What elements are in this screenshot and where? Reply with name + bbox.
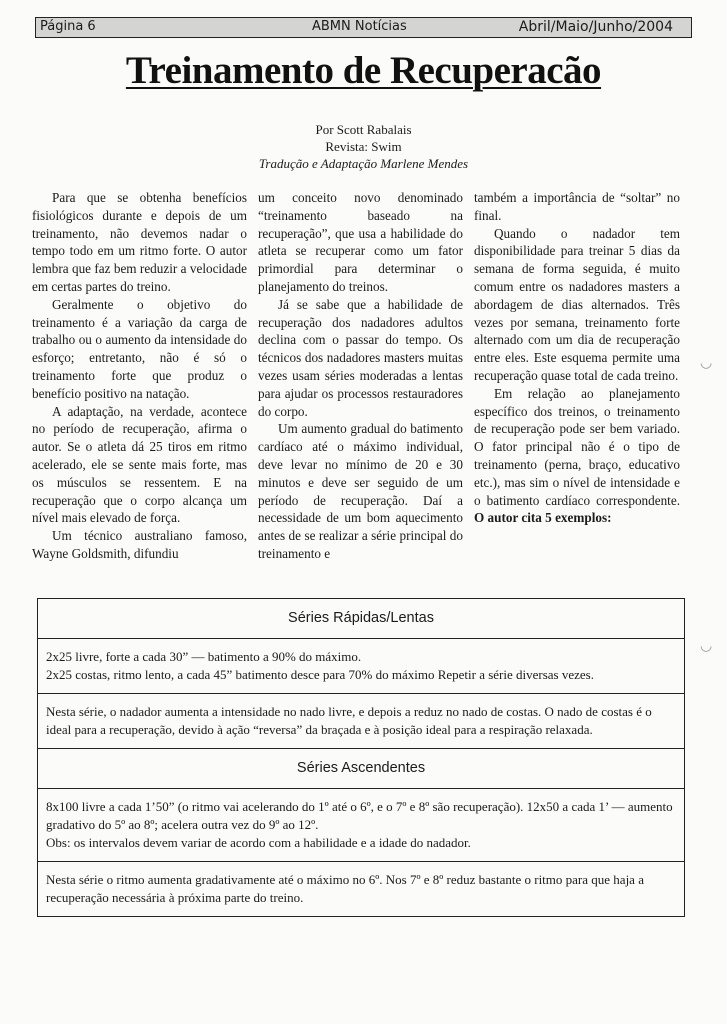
paragraph: Um técnico australiano famoso, Wayne Goldsmith, difundiu — [32, 528, 247, 561]
training-series-table — [37, 598, 685, 917]
issue-date: Abril/Maio/Junho/2004 — [518, 19, 673, 35]
paragraph: Já se sabe que a habilidade de recuperação dos nadadores adultos declina com o passar do tempo. Os técnicos dos nadadores masters muitas vezes usam séries moderadas a lentas para ajudar os processos restauradores do corpo. — [258, 296, 463, 419]
series-line: 8x100 livre a cada 1’50” (o ritmo vai acelerando do 1º até o 6º, e o 7º e 8º são recuperação). 12x50 a cada 1’ — aumento gradativo do 5º ao 8º; acelera outra vez do 9º ao 12º. — [46, 799, 673, 832]
series-description — [38, 638, 684, 693]
author-line: Por Scott Rabalais — [315, 122, 412, 137]
source-line: Revista: Swim — [325, 139, 402, 154]
series-line: 2x25 costas, ritmo lento, a cada 45” batimento desce para 70% do máximo Repetir a série diversas vezes. — [46, 667, 594, 682]
translation-line: Tradução e Adaptação Marlene Mendes — [258, 156, 469, 171]
series-line: Obs: os intervalos devem variar de acordo com a habilidade e a idade do nadador. — [46, 835, 471, 850]
series-line: 2x25 livre, forte a cada 30” — batimento a 90% do máximo. — [46, 649, 362, 664]
text-column-1 — [32, 189, 247, 563]
paragraph: um conceito novo denominado “treinamento baseado na recuperação”, que usa a habilidade do atleta se recuperar como um fator primordial para determinar o planejamento do treinos. — [258, 190, 463, 294]
section-title: Séries Ascendentes — [38, 748, 684, 788]
publication-name: ABMN Notícias — [312, 19, 407, 34]
paragraph: Em relação ao planejamento específico dos treinos, o treinamento de recuperação pode ser bem variado. O fator principal não é o tipo de treinamento (perna, braço, educativo etc.), mas sim o nível de intensidade e o batimento cardíaco correspondente. O autor cita 5 exemplos: — [474, 385, 680, 526]
binding-hole-mark: ◡ — [700, 356, 713, 371]
series-description — [38, 788, 684, 861]
paragraph: Quando o nadador tem disponibilidade para treinar 5 dias da semana de forma seguida, é muito comum entre os nadadores masters a abordagem de dias alternados. Três vezes por semana, treinamento forte alternado com um dia de recuperação entre eles. Este esquema permite uma recuperação quase total de cada treino. — [474, 225, 680, 383]
section-title: Séries Rápidas/Lentas — [38, 598, 684, 638]
binding-hole-mark: ◡ — [700, 639, 713, 654]
text-column-3 — [474, 189, 680, 527]
paragraph: Um aumento gradual do batimento cardíaco até o máximo individual, deve levar no mínimo de 20 e 30 minutos e deve ser seguido de um período de recuperação. Daí a necessidade de um bom aquecimento antes de se realizar a série principal do treinamento e — [258, 421, 463, 561]
page-header-bar — [35, 17, 692, 38]
paragraph: também a importância de “soltar” no final. — [474, 190, 680, 223]
paragraph: A adaptação, na verdade, acontece no período de recuperação, afirma o autor. Se o atleta dá 25 tiros em ritmo acelerado, ele se sente mais forte, mas os músculos se ressentem. E na recuperação que o corpo alcança um nível mais elevado de força. — [32, 403, 247, 526]
paragraph: Geralmente o objetivo do treinamento é a variação da carga de trabalho ou o aumento da intensidade do esforço; entretanto, não é só o treinamento forte que produz o benefício positivo na natação. — [32, 296, 247, 401]
article-title: Treinamento de Recuperacão — [125, 49, 602, 92]
series-note: Nesta série o ritmo aumenta gradativamente até o máximo no 6º. Nos 7º e 8º reduz bastante o ritmo para que haja a recuperação necessária à próxima parte do treino. — [38, 861, 684, 916]
paragraph: Para que se obtenha benefícios fisiológicos durante e depois de um treinamento, não devemos nadar o tempo todo em um ritmo forte. O autor lembra que faz bem reduzir a velocidade em certas partes do treino. — [32, 190, 247, 294]
page-number: Página 6 — [40, 19, 96, 34]
series-note: Nesta série, o nadador aumenta a intensidade no nado livre, e depois a reduz no nado de costas. O nado de costas é o ideal para a recuperação, devido à ação “reversa” da braçada e à posição ideal para a respiração relaxada. — [38, 693, 684, 748]
text-column-2 — [258, 189, 463, 563]
